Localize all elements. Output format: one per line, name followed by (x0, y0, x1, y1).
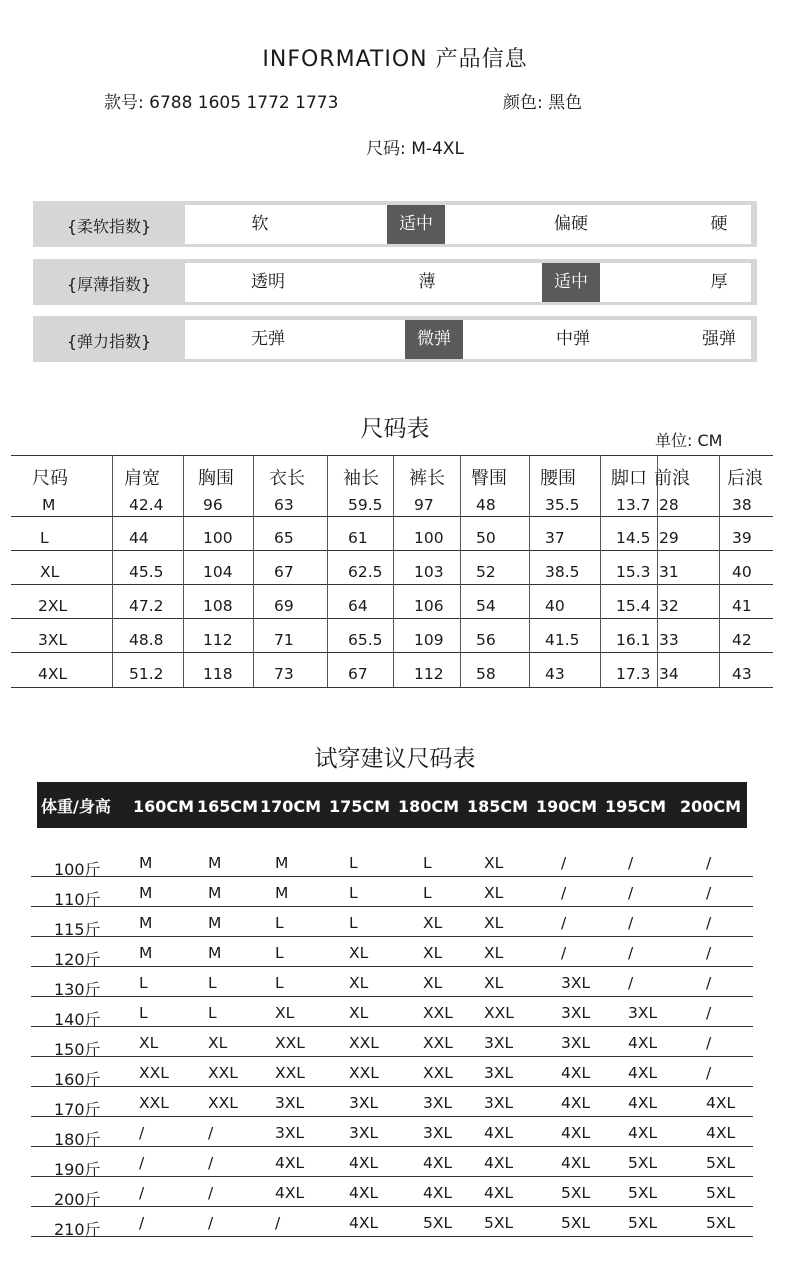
fit-chart-height: 160CM (133, 797, 195, 816)
fit-chart-size: XL (349, 1004, 369, 1022)
fit-chart-size: M (139, 854, 153, 872)
size-chart-header: 肩宽 (124, 468, 160, 489)
fit-chart-size: 4XL (423, 1154, 453, 1172)
fit-chart-size: / (275, 1214, 281, 1232)
fit-chart-weight: 160斤 (54, 1070, 101, 1089)
fit-chart-size: 4XL (561, 1064, 591, 1082)
fit-chart-size: / (139, 1214, 145, 1232)
index-option: 软 (251, 214, 269, 234)
fit-chart-size: / (139, 1184, 145, 1202)
fit-chart-size: / (706, 884, 712, 902)
fit-chart-size: 4XL (423, 1184, 453, 1202)
size-value: 32 (659, 597, 679, 615)
style-number: 款号: 6788 1605 1772 1773 (104, 93, 339, 113)
size-chart-header: 后浪 (727, 468, 763, 489)
fit-chart-row (31, 846, 753, 877)
fit-chart-size: XL (349, 974, 369, 992)
fit-chart-weight: 130斤 (54, 980, 101, 999)
size-chart-unit: 单位: CM (655, 431, 723, 450)
fit-chart-size: 4XL (484, 1124, 514, 1142)
fit-chart-size: / (706, 1034, 712, 1052)
size-value: 45.5 (129, 563, 164, 581)
fit-chart-size: M (208, 884, 222, 902)
index-option-selected: 适中 (387, 205, 445, 244)
index-label: {柔软指数} (66, 217, 152, 236)
fit-chart-height: 165CM (197, 797, 259, 816)
fit-chart-size: XL (349, 944, 369, 962)
fit-chart-size: / (139, 1124, 145, 1142)
size-value: 112 (203, 631, 233, 649)
info-title: INFORMATION 产品信息 (262, 47, 528, 72)
fit-chart-height: 195CM (605, 797, 667, 816)
fit-chart-size: L (349, 914, 358, 932)
size-value: 48 (476, 496, 496, 514)
size-value: 104 (203, 563, 233, 581)
size-chart-header: 前浪 (654, 468, 690, 489)
size-value: 42.4 (129, 496, 164, 514)
fit-chart-size: 5XL (628, 1214, 658, 1232)
fit-chart-header (37, 782, 747, 828)
fit-chart-size: L (349, 884, 358, 902)
fit-chart-size: XXL (208, 1064, 238, 1082)
size-value: 109 (414, 631, 444, 649)
size-chart-header: 衣长 (269, 468, 305, 489)
fit-chart-size: 3XL (423, 1094, 453, 1112)
fit-chart-size: / (706, 854, 712, 872)
table-rule (11, 584, 773, 585)
size-value: 42 (732, 631, 752, 649)
table-rule (11, 687, 773, 688)
index-row (33, 201, 757, 247)
fit-chart-size: 3XL (484, 1094, 514, 1112)
index-option: 中弹 (556, 329, 590, 349)
fit-chart-size: XXL (423, 1004, 453, 1022)
size-value: 15.4 (616, 597, 651, 615)
fit-chart-size: 3XL (561, 974, 591, 992)
fit-chart-size: M (275, 884, 289, 902)
fit-chart-size: 3XL (423, 1124, 453, 1142)
size-range: 尺码: M-4XL (366, 139, 464, 159)
size-value: 100 (414, 529, 444, 547)
fit-chart-size: 4XL (561, 1154, 591, 1172)
fit-chart-size: L (275, 914, 284, 932)
size-value: 56 (476, 631, 496, 649)
color-info: 颜色: 黑色 (503, 93, 583, 113)
size-value: 97 (414, 496, 434, 514)
column-divider (327, 455, 328, 687)
fit-chart-size: M (275, 854, 289, 872)
size-value: 47.2 (129, 597, 164, 615)
index-option: 强弹 (702, 329, 736, 349)
fit-chart-row (31, 906, 753, 937)
fit-chart-size: XL (484, 914, 504, 932)
size-value: 65 (274, 529, 294, 547)
fit-chart-size: / (139, 1154, 145, 1172)
fit-chart-size: XXL (423, 1064, 453, 1082)
fit-chart-row (31, 1026, 753, 1057)
size-value: 43 (732, 665, 752, 683)
fit-chart-size: 4XL (628, 1094, 658, 1112)
fit-chart-weight: 150斤 (54, 1040, 101, 1059)
fit-chart-size: 3XL (349, 1124, 379, 1142)
column-divider (393, 455, 394, 687)
fit-chart-weight: 190斤 (54, 1160, 101, 1179)
fit-chart-size: / (628, 854, 634, 872)
size-label: 3XL (38, 631, 68, 649)
fit-chart-size: 5XL (561, 1184, 591, 1202)
size-value: 112 (414, 665, 444, 683)
index-row (33, 316, 757, 362)
fit-chart-weight: 170斤 (54, 1100, 101, 1119)
size-value: 40 (732, 563, 752, 581)
fit-chart-size: XL (484, 974, 504, 992)
fit-chart-size: M (139, 884, 153, 902)
fit-chart-title: 试穿建议尺码表 (314, 746, 476, 772)
fit-chart-size: 4XL (484, 1154, 514, 1172)
fit-chart-size: 4XL (275, 1154, 305, 1172)
index-track (185, 205, 751, 244)
fit-chart-size: M (208, 914, 222, 932)
fit-chart-size: XL (484, 944, 504, 962)
size-chart-header: 臀围 (471, 468, 507, 489)
index-option: 厚 (710, 272, 728, 292)
fit-chart-row (31, 876, 753, 907)
size-label: M (42, 496, 56, 514)
size-value: 106 (414, 597, 444, 615)
size-value: 58 (476, 665, 496, 683)
fit-chart-size: / (706, 914, 712, 932)
size-value: 65.5 (348, 631, 383, 649)
fit-chart-size: / (561, 914, 567, 932)
size-value: 48.8 (129, 631, 164, 649)
size-value: 40 (545, 597, 565, 615)
size-value: 16.1 (616, 631, 651, 649)
fit-chart-size: / (208, 1184, 214, 1202)
fit-chart-size: 4XL (275, 1184, 305, 1202)
index-track (185, 320, 751, 359)
fit-chart-size: 3XL (349, 1094, 379, 1112)
fit-chart-weight: 200斤 (54, 1190, 101, 1209)
index-option: 薄 (418, 272, 436, 292)
fit-chart-size: XXL (275, 1034, 305, 1052)
size-value: 59.5 (348, 496, 383, 514)
table-rule (11, 455, 773, 456)
fit-chart-size: 5XL (706, 1184, 736, 1202)
index-option: 透明 (251, 272, 285, 292)
fit-chart-size: 4XL (706, 1124, 736, 1142)
size-label: XL (40, 563, 60, 581)
fit-chart-size: 4XL (484, 1184, 514, 1202)
size-chart-header: 尺码 (32, 468, 68, 489)
size-chart-header: 脚口 (611, 468, 647, 489)
index-option: 无弹 (251, 329, 285, 349)
size-value: 37 (545, 529, 565, 547)
fit-chart-size: XL (423, 914, 443, 932)
fit-chart-size: XXL (349, 1064, 379, 1082)
size-value: 29 (659, 529, 679, 547)
size-value: 67 (274, 563, 294, 581)
fit-chart-size: XL (484, 854, 504, 872)
fit-chart-size: XXL (208, 1094, 238, 1112)
size-value: 54 (476, 597, 496, 615)
fit-chart-size: L (139, 1004, 148, 1022)
fit-chart-size: 5XL (628, 1184, 658, 1202)
fit-chart-row (31, 1116, 753, 1147)
fit-chart-size: / (628, 884, 634, 902)
size-value: 103 (414, 563, 444, 581)
fit-chart-size: / (208, 1214, 214, 1232)
fit-chart-height: 175CM (329, 797, 391, 816)
fit-chart-row (31, 966, 753, 997)
size-value: 62.5 (348, 563, 383, 581)
fit-chart-size: L (349, 854, 358, 872)
fit-chart-weight: 210斤 (54, 1220, 101, 1239)
fit-chart-row (31, 1176, 753, 1207)
index-option: 硬 (710, 214, 728, 234)
fit-chart-height: 180CM (398, 797, 460, 816)
fit-chart-size: L (275, 974, 284, 992)
size-value: 35.5 (545, 496, 580, 514)
fit-chart-row (31, 1056, 753, 1087)
size-value: 14.5 (616, 529, 651, 547)
size-chart-header: 胸围 (198, 468, 234, 489)
table-rule (11, 550, 773, 551)
fit-chart-size: 4XL (628, 1064, 658, 1082)
column-divider (600, 455, 601, 687)
size-value: 38.5 (545, 563, 580, 581)
fit-chart-size: XXL (275, 1064, 305, 1082)
fit-chart-size: 4XL (628, 1034, 658, 1052)
fit-chart-size: 3XL (484, 1034, 514, 1052)
fit-chart-size: 3XL (275, 1124, 305, 1142)
index-option-selected: 微弹 (405, 320, 463, 359)
fit-chart-size: L (208, 1004, 217, 1022)
fit-chart-size: 4XL (349, 1154, 379, 1172)
size-value: 64 (348, 597, 368, 615)
fit-chart-size: / (561, 854, 567, 872)
fit-chart-size: 4XL (561, 1124, 591, 1142)
size-value: 96 (203, 496, 223, 514)
fit-chart-size: 5XL (706, 1214, 736, 1232)
fit-chart-height: 170CM (260, 797, 322, 816)
size-value: 44 (129, 529, 149, 547)
fit-chart-size: 3XL (561, 1004, 591, 1022)
size-label: L (40, 529, 49, 547)
column-divider (253, 455, 254, 687)
index-row (33, 259, 757, 305)
size-value: 108 (203, 597, 233, 615)
fit-chart-size: XL (208, 1034, 228, 1052)
size-value: 71 (274, 631, 294, 649)
fit-chart-size: XXL (349, 1034, 379, 1052)
size-value: 28 (659, 496, 679, 514)
fit-chart-size: / (628, 974, 634, 992)
column-divider (112, 455, 113, 687)
fit-chart-size: XXL (139, 1064, 169, 1082)
fit-chart-height: 185CM (467, 797, 529, 816)
fit-chart-size: XXL (423, 1034, 453, 1052)
column-divider (719, 455, 720, 687)
fit-chart-size: 3XL (275, 1094, 305, 1112)
fit-chart-size: 5XL (628, 1154, 658, 1172)
fit-chart-size: / (208, 1124, 214, 1142)
fit-chart-size: 5XL (484, 1214, 514, 1232)
fit-chart-size: 3XL (484, 1064, 514, 1082)
size-value: 34 (659, 665, 679, 683)
size-value: 51.2 (129, 665, 164, 683)
size-chart-title: 尺码表 (360, 416, 430, 442)
size-value: 15.3 (616, 563, 651, 581)
fit-chart-row (31, 996, 753, 1027)
fit-chart-size: L (423, 854, 432, 872)
size-value: 118 (203, 665, 233, 683)
table-rule (11, 516, 773, 517)
fit-chart-size: / (706, 1004, 712, 1022)
fit-chart-size: M (208, 854, 222, 872)
index-option-selected: 适中 (542, 263, 600, 302)
fit-chart-height: 200CM (680, 797, 742, 816)
size-value: 41 (732, 597, 752, 615)
size-value: 38 (732, 496, 752, 514)
index-option: 偏硬 (554, 214, 588, 234)
fit-chart-size: 4XL (349, 1214, 379, 1232)
fit-chart-size: 4XL (561, 1094, 591, 1112)
fit-chart-height: 190CM (536, 797, 598, 816)
fit-chart-weight: 100斤 (54, 860, 101, 879)
fit-chart-corner: 体重/身高 (41, 797, 111, 816)
size-chart-header: 裤长 (409, 468, 445, 489)
size-value: 41.5 (545, 631, 580, 649)
fit-chart-row (31, 1086, 753, 1117)
size-chart-header: 袖长 (343, 468, 379, 489)
fit-chart-size: L (275, 944, 284, 962)
fit-chart-size: / (628, 914, 634, 932)
size-value: 67 (348, 665, 368, 683)
fit-chart-size: / (628, 944, 634, 962)
size-value: 61 (348, 529, 368, 547)
fit-chart-size: 5XL (423, 1214, 453, 1232)
fit-chart-size: 4XL (628, 1124, 658, 1142)
size-value: 17.3 (616, 665, 651, 683)
index-label: {弹力指数} (66, 332, 152, 351)
index-label: {厚薄指数} (66, 275, 152, 294)
fit-chart-weight: 120斤 (54, 950, 101, 969)
size-value: 69 (274, 597, 294, 615)
column-divider (460, 455, 461, 687)
fit-chart-size: / (706, 1064, 712, 1082)
fit-chart-size: XL (275, 1004, 295, 1022)
size-value: 52 (476, 563, 496, 581)
fit-chart-row (31, 1206, 753, 1237)
fit-chart-size: M (208, 944, 222, 962)
fit-chart-size: / (208, 1154, 214, 1172)
fit-chart-weight: 140斤 (54, 1010, 101, 1029)
fit-chart-size: 4XL (349, 1184, 379, 1202)
column-divider (183, 455, 184, 687)
fit-chart-size: XXL (139, 1094, 169, 1112)
fit-chart-row (31, 1146, 753, 1177)
fit-chart-size: / (561, 944, 567, 962)
fit-chart-row (31, 936, 753, 967)
index-track (185, 263, 751, 302)
fit-chart-size: 5XL (706, 1154, 736, 1172)
fit-chart-size: M (139, 944, 153, 962)
fit-chart-weight: 110斤 (54, 890, 101, 909)
size-value: 73 (274, 665, 294, 683)
fit-chart-size: L (208, 974, 217, 992)
fit-chart-size: / (561, 884, 567, 902)
size-value: 63 (274, 496, 294, 514)
size-value: 13.7 (616, 496, 651, 514)
size-chart-header: 腰围 (540, 468, 576, 489)
size-value: 39 (732, 529, 752, 547)
fit-chart-size: M (139, 914, 153, 932)
fit-chart-size: 3XL (628, 1004, 658, 1022)
fit-chart-size: XXL (484, 1004, 514, 1022)
size-value: 43 (545, 665, 565, 683)
fit-chart-size: XL (484, 884, 504, 902)
fit-chart-size: L (139, 974, 148, 992)
column-divider (529, 455, 530, 687)
fit-chart-weight: 180斤 (54, 1130, 101, 1149)
table-rule (11, 652, 773, 653)
size-label: 2XL (38, 597, 68, 615)
size-label: 4XL (38, 665, 68, 683)
table-rule (11, 618, 773, 619)
size-value: 33 (659, 631, 679, 649)
fit-chart-size: XL (423, 974, 443, 992)
size-value: 100 (203, 529, 233, 547)
fit-chart-weight: 115斤 (54, 920, 101, 939)
fit-chart-size: 4XL (706, 1094, 736, 1112)
fit-chart-size: / (706, 974, 712, 992)
fit-chart-size: L (423, 884, 432, 902)
fit-chart-size: / (706, 944, 712, 962)
size-value: 31 (659, 563, 679, 581)
size-value: 50 (476, 529, 496, 547)
fit-chart-size: 5XL (561, 1214, 591, 1232)
fit-chart-size: 3XL (561, 1034, 591, 1052)
fit-chart-size: XL (139, 1034, 159, 1052)
fit-chart-size: XL (423, 944, 443, 962)
